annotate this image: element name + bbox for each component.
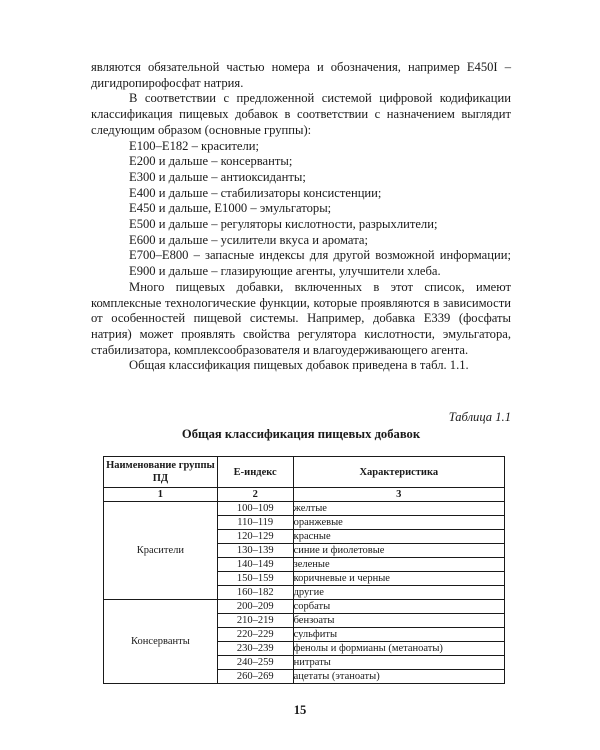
- group-name-cell: Консерванты: [104, 600, 218, 684]
- list-item: Е600 и дальше – усилители вкуса и аромата;: [129, 232, 368, 247]
- e-index-cell: 160–182: [217, 586, 293, 600]
- e-index-cell: 150–159: [217, 572, 293, 586]
- paragraph-intro: В соответствии с предложенной системой цифровой кодификации классификация пищевых добавок в соответствии с назначением выглядит следующим образом (основные группы):: [91, 91, 511, 137]
- group-name-cell: Красители: [104, 502, 218, 600]
- header-e-index: Е-индекс: [217, 457, 293, 488]
- e-index-cell: 100–109: [217, 502, 293, 516]
- paragraph-table-ref: Общая классификация пищевых добавок приведена в табл. 1.1.: [129, 358, 469, 373]
- characteristic-cell: сорбаты: [293, 600, 504, 614]
- list-item: Е700–Е800 – запасные индексы для другой возможной информации;: [129, 248, 511, 263]
- characteristic-cell: сульфиты: [293, 628, 504, 642]
- list-item: Е100–Е182 – красители;: [129, 138, 260, 153]
- table-row: [104, 600, 505, 614]
- characteristic-cell: ацетаты (этаноаты): [293, 670, 504, 684]
- table-header-row: [104, 457, 505, 488]
- column-number: 3: [293, 488, 504, 502]
- header-group-name: Наименование группы ПД: [104, 457, 218, 488]
- characteristic-cell: красные: [293, 530, 504, 544]
- paragraph-continuation: являются обязательной частью номера и обозначения, например Е450I – дигидропирофосфат натрия.: [91, 60, 511, 90]
- column-number: 1: [104, 488, 218, 502]
- header-characteristic: Характеристика: [293, 457, 504, 488]
- characteristic-cell: оранжевые: [293, 516, 504, 530]
- characteristic-cell: нитраты: [293, 656, 504, 670]
- column-number-row: [104, 488, 505, 502]
- e-index-cell: 260–269: [217, 670, 293, 684]
- e-index-cell: 200–209: [217, 600, 293, 614]
- list-item: Е500 и дальше – регуляторы кислотности, разрыхлители;: [129, 217, 438, 232]
- characteristic-cell: зеленые: [293, 558, 504, 572]
- e-index-cell: 110–119: [217, 516, 293, 530]
- characteristic-cell: желтые: [293, 502, 504, 516]
- e-index-cell: 230–239: [217, 642, 293, 656]
- page-number: 15: [293, 703, 307, 717]
- list-item: Е400 и дальше – стабилизаторы консистенции;: [129, 185, 382, 200]
- e-index-cell: 240–259: [217, 656, 293, 670]
- list-item: Е200 и дальше – консерванты;: [129, 154, 293, 169]
- characteristic-cell: другие: [293, 586, 504, 600]
- e-index-cell: 140–149: [217, 558, 293, 572]
- classification-table: [103, 456, 505, 684]
- list-item: Е900 и дальше – глазирующие агенты, улучшители хлеба.: [129, 264, 441, 279]
- characteristic-cell: коричневые и черные: [293, 572, 504, 586]
- characteristic-cell: фенолы и формианы (метаноаты): [293, 642, 504, 656]
- e-index-cell: 130–139: [217, 544, 293, 558]
- body-text: [91, 60, 511, 374]
- characteristic-cell: синие и фиолетовые: [293, 544, 504, 558]
- e-index-cell: 120–129: [217, 530, 293, 544]
- group-list: [91, 139, 511, 280]
- e-index-cell: 220–229: [217, 628, 293, 642]
- e-index-cell: 210–219: [217, 614, 293, 628]
- table-row: [104, 502, 505, 516]
- table-title: Общая классификация пищевых добавок: [181, 427, 421, 441]
- table-label: Таблица 1.1: [448, 410, 511, 424]
- list-item: Е300 и дальше – антиоксиданты;: [129, 169, 306, 184]
- characteristic-cell: бензоаты: [293, 614, 504, 628]
- column-number: 2: [217, 488, 293, 502]
- list-item: Е450 и дальше, Е1000 – эмульгаторы;: [129, 201, 332, 216]
- paragraph-example: Много пищевых добавки, включенных в этот список, имеют комплексные технологические функции, которые проявляются в зависимости от особенностей пищевой системы. Например, добавка Е339 (фосфаты натрия) может проявлять свойства регулятора кислотности, эмульгатора, стабилизатора, комплексообразователя и влагоудерживающего агента.: [91, 279, 511, 357]
